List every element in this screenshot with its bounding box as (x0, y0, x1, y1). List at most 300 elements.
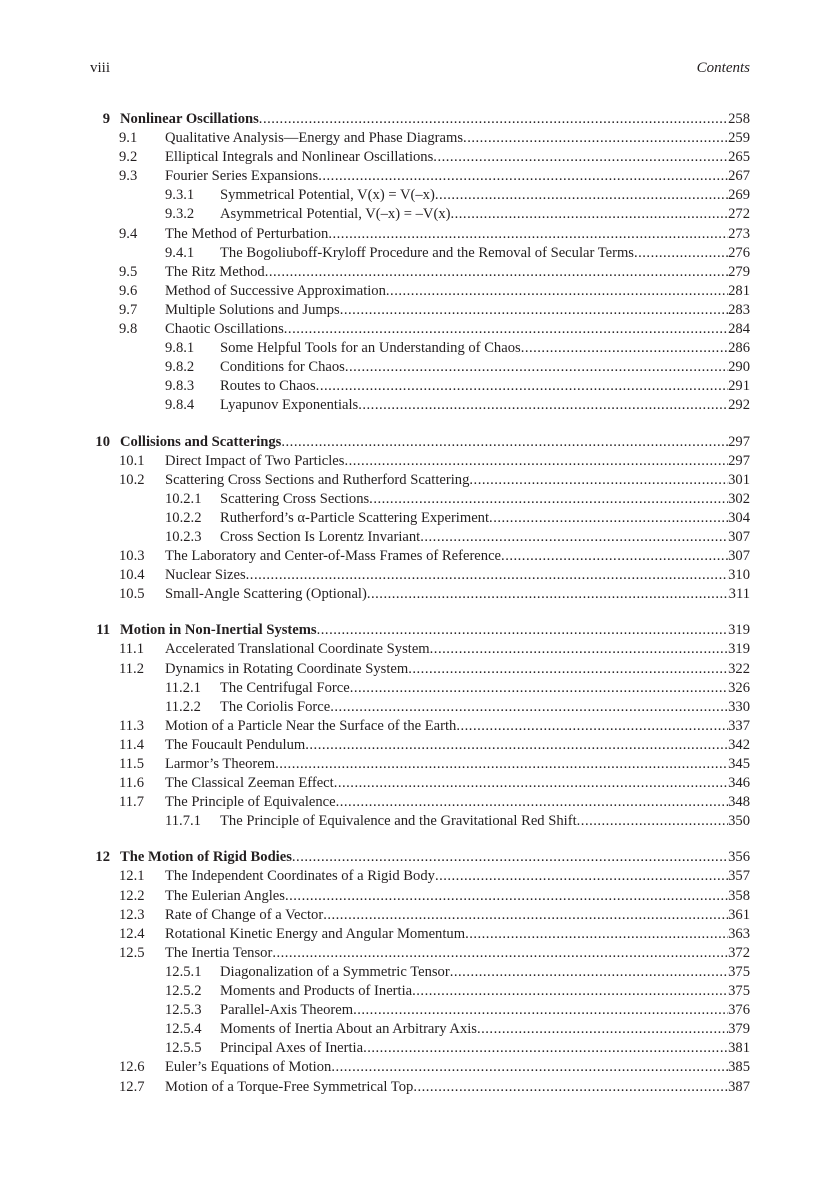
section-entry[interactable] (90, 167, 750, 186)
entry-number: 9.6 (119, 282, 138, 299)
dot-leader (330, 698, 728, 717)
entry-number: 9.2 (119, 149, 138, 166)
entry-page-number: 259 (728, 130, 750, 147)
entry-line (220, 244, 750, 263)
subsection-entry[interactable] (90, 396, 750, 415)
entry-title: Nonlinear Oscillations (120, 111, 259, 127)
dot-leader (435, 186, 728, 205)
entry-title: Nuclear Sizes (165, 567, 246, 584)
subsection-entry[interactable] (90, 698, 750, 717)
entry-line (165, 566, 750, 585)
dot-leader (316, 377, 728, 396)
dot-leader (336, 793, 729, 812)
section-entry[interactable] (90, 1078, 750, 1097)
entry-number: 11.2.2 (165, 698, 201, 715)
section-entry[interactable] (90, 282, 750, 301)
entry-line (165, 906, 750, 925)
entry-title: The Laboratory and Center-of-Mass Frames of Reference (165, 548, 502, 565)
entry-page-number: 350 (728, 813, 750, 830)
entry-title: Rate of Change of a Vector (165, 906, 324, 923)
entry-title: The Foucault Pendulum (165, 736, 306, 753)
section-entry[interactable] (90, 1058, 750, 1077)
entry-number: 10.5 (119, 586, 145, 603)
entry-line (165, 148, 750, 167)
entry-title: The Independent Coordinates of a Rigid Body (165, 868, 435, 885)
entry-page-number: 357 (728, 868, 750, 885)
entry-line (165, 1078, 750, 1097)
entry-line (165, 867, 750, 886)
entry-number: 11.3 (119, 717, 144, 734)
section-entry[interactable] (90, 566, 750, 585)
entry-page-number: 291 (728, 378, 750, 395)
entry-page-number: 302 (728, 490, 750, 507)
entry-line (220, 679, 750, 698)
section-entry[interactable] (90, 320, 750, 339)
subsection-entry[interactable] (90, 358, 750, 377)
entry-line (165, 660, 750, 679)
entry-number: 11.4 (119, 736, 144, 753)
entry-title: Lyapunov Exponentials (220, 397, 359, 414)
chapter-heading[interactable] (90, 848, 750, 867)
entry-number: 12.1 (119, 868, 145, 885)
entry-page-number: 375 (728, 983, 750, 1000)
entry-number: 10.2.2 (165, 509, 202, 526)
entry-line (165, 320, 750, 339)
entry-page-number: 265 (728, 149, 750, 166)
section-entry[interactable] (90, 925, 750, 944)
section-entry[interactable] (90, 774, 750, 793)
entry-number: 11 (96, 622, 110, 639)
entry-number: 9.3 (119, 168, 138, 185)
entry-number: 10.1 (119, 452, 145, 469)
section-entry[interactable] (90, 263, 750, 282)
entry-number: 9.5 (119, 263, 138, 280)
entry-number: 11.7.1 (165, 813, 201, 830)
subsection-entry[interactable] (90, 528, 750, 547)
chapter-block (90, 621, 750, 831)
entry-number: 12.5.1 (165, 963, 202, 980)
entry-title: Small-Angle Scattering (Optional) (165, 586, 367, 603)
entry-title: Some Helpful Tools for an Understanding of Chaos (220, 340, 521, 357)
entry-line (165, 774, 750, 793)
entry-line (165, 717, 750, 736)
dot-leader (501, 547, 728, 566)
dot-leader (412, 982, 728, 1001)
entry-number: 11.5 (119, 756, 144, 772)
entry-line (165, 925, 750, 944)
dot-leader (465, 925, 728, 944)
entry-number: 10.4 (119, 567, 145, 584)
entry-line (220, 1039, 750, 1058)
entry-title: The Motion of Rigid Bodies (120, 849, 292, 866)
entry-page-number: 297 (728, 433, 750, 450)
entry-page-number: 307 (728, 528, 750, 545)
subsection-entry[interactable] (90, 186, 750, 205)
entry-line (220, 396, 750, 415)
entry-page-number: 283 (728, 301, 750, 318)
entry-page-number: 281 (728, 282, 750, 299)
entry-title: Cross Section Is Lorentz Invariant (220, 528, 421, 545)
entry-line (120, 433, 750, 452)
entry-number: 12.7 (119, 1078, 145, 1095)
entry-page-number: 358 (728, 887, 750, 904)
section-entry[interactable] (90, 225, 750, 244)
chapter-heading[interactable] (90, 433, 750, 452)
entry-page-number: 346 (728, 775, 750, 792)
entry-page-number: 387 (728, 1078, 750, 1095)
entry-line (165, 585, 750, 604)
entry-title: Motion of a Torque-Free Symmetrical Top (165, 1078, 414, 1095)
section-entry[interactable] (90, 944, 750, 963)
entry-title: The Ritz Method (165, 263, 265, 280)
subsection-entry[interactable] (90, 963, 750, 982)
entry-page-number: 372 (728, 944, 750, 961)
entry-line (120, 848, 750, 867)
section-entry[interactable] (90, 129, 750, 148)
dot-leader (430, 640, 728, 659)
entry-title: Motion in Non-Inertial Systems (120, 622, 317, 639)
subsection-entry[interactable] (90, 1039, 750, 1058)
entry-page-number: 361 (728, 906, 750, 923)
dot-leader (363, 1039, 728, 1058)
section-entry[interactable] (90, 547, 750, 566)
dot-leader (413, 1078, 728, 1097)
entry-page-number: 326 (728, 679, 750, 696)
dot-leader (433, 148, 728, 167)
entry-page-number: 311 (728, 586, 750, 603)
entry-page-number: 379 (728, 1021, 750, 1038)
dot-leader (408, 660, 728, 679)
entry-page-number: 301 (728, 471, 750, 488)
entry-line (220, 490, 750, 509)
entry-page-number: 385 (728, 1059, 750, 1076)
entry-number: 9.1 (119, 130, 138, 147)
dot-leader (334, 774, 728, 793)
entry-title: Scattering Cross Sections and Rutherford Scattering (165, 471, 470, 488)
section-entry[interactable] (90, 148, 750, 167)
entry-line (165, 547, 750, 566)
entry-page-number: 284 (728, 321, 750, 338)
entry-number: 9.8.3 (165, 378, 195, 395)
entry-page-number: 304 (728, 509, 750, 526)
subsection-entry[interactable] (90, 244, 750, 263)
entry-title: The Classical Zeeman Effect (165, 775, 334, 792)
dot-leader (358, 396, 728, 415)
entry-line (165, 471, 750, 490)
entry-line (220, 698, 750, 717)
dot-leader (272, 944, 728, 963)
entry-title: Moments and Products of Inertia (220, 983, 413, 1000)
dot-leader (246, 566, 728, 585)
dot-leader (284, 320, 728, 339)
entry-title: Rotational Kinetic Energy and Angular Momentum (165, 925, 466, 942)
section-entry[interactable] (90, 736, 750, 755)
dot-leader (345, 358, 728, 377)
entry-number: 9.8.2 (165, 359, 195, 376)
entry-line (220, 1001, 750, 1020)
subsection-entry[interactable] (90, 982, 750, 1001)
page-number: viii (90, 60, 111, 76)
entry-number: 9.3.1 (165, 187, 195, 204)
dot-leader (369, 490, 728, 509)
chapter-heading[interactable] (90, 621, 750, 640)
entry-title: Motion of a Particle Near the Surface of the Earth (165, 717, 457, 734)
section-entry[interactable] (90, 301, 750, 320)
entry-title: Rutherford’s α-Particle Scattering Experiment (220, 509, 490, 526)
entry-title: The Principle of Equivalence (165, 794, 336, 811)
entry-page-number: 290 (728, 359, 750, 376)
entry-title: Symmetrical Potential, V(x) = V(–x) (220, 187, 435, 204)
running-head-title: Contents (696, 60, 750, 76)
entry-line (165, 263, 750, 282)
entry-title: Accelerated Translational Coordinate System (165, 641, 430, 658)
entry-number: 9.8.4 (165, 397, 195, 414)
subsection-entry[interactable] (90, 1001, 750, 1020)
subsection-entry[interactable] (90, 377, 750, 396)
entry-title: The Principle of Equivalence and the Gravitational Red Shift (220, 813, 577, 830)
entry-number: 9.4 (119, 225, 138, 242)
subsection-entry[interactable] (90, 509, 750, 528)
entry-title: Principal Axes of Inertia (220, 1040, 364, 1057)
section-entry[interactable] (90, 585, 750, 604)
entry-line (220, 528, 750, 547)
entry-line (165, 1058, 750, 1077)
entry-number: 10.2 (119, 471, 145, 488)
entry-page-number: 272 (728, 206, 750, 223)
section-entry[interactable] (90, 755, 750, 774)
entry-number: 12.5 (119, 944, 145, 961)
entry-title: Euler’s Equations of Motion (165, 1059, 332, 1076)
entry-page-number: 319 (728, 622, 750, 639)
section-entry[interactable] (90, 793, 750, 812)
entry-title: Moments of Inertia About an Arbitrary Axis (220, 1021, 477, 1038)
entry-title: The Eulerian Angles (165, 887, 285, 904)
entry-number: 12.5.5 (165, 1040, 202, 1057)
entry-page-number: 375 (728, 963, 750, 980)
subsection-entry[interactable] (90, 679, 750, 698)
entry-page-number: 342 (728, 736, 750, 753)
entry-line (220, 812, 750, 831)
dot-leader (275, 755, 728, 774)
chapter-block (90, 110, 750, 416)
entry-line (220, 982, 750, 1001)
entry-line (165, 301, 750, 320)
entry-title: Asymmetrical Potential, V(–x) = –V(x) (220, 206, 451, 223)
dot-leader (634, 244, 728, 263)
section-entry[interactable] (90, 906, 750, 925)
subsection-entry[interactable] (90, 205, 750, 224)
entry-title: The Coriolis Force (220, 698, 331, 715)
section-entry[interactable] (90, 471, 750, 490)
running-head (90, 60, 750, 80)
section-entry[interactable] (90, 660, 750, 679)
entry-line (165, 452, 750, 471)
dot-leader (328, 225, 728, 244)
entry-title: Qualitative Analysis—Energy and Phase Diagrams (165, 130, 464, 147)
entry-number: 9 (102, 111, 110, 127)
dot-leader (353, 1001, 728, 1020)
entry-title: Conditions for Chaos (220, 359, 345, 376)
entry-number: 9.7 (119, 301, 138, 318)
entry-page-number: 381 (728, 1040, 750, 1057)
section-entry[interactable] (90, 640, 750, 659)
dot-leader (435, 867, 728, 886)
entry-line (165, 640, 750, 659)
entry-title: Routes to Chaos (220, 378, 316, 395)
entry-page-number: 292 (728, 397, 750, 414)
entry-page-number: 258 (728, 111, 750, 127)
entry-line (220, 963, 750, 982)
entry-line (220, 1020, 750, 1039)
entry-line (220, 186, 750, 205)
entry-line (165, 736, 750, 755)
entry-line (165, 225, 750, 244)
entry-line (165, 944, 750, 963)
entry-title: Diagonalization of a Symmetric Tensor (220, 963, 450, 980)
entry-number: 11.2.1 (165, 679, 201, 696)
entry-number: 11.2 (119, 660, 144, 677)
entry-number: 10.3 (119, 548, 145, 565)
entry-title: The Method of Perturbation (165, 225, 329, 242)
entry-title: Method of Successive Approximation (165, 282, 386, 299)
entry-number: 11.1 (119, 641, 144, 658)
entry-page-number: 363 (728, 925, 750, 942)
entry-title: Scattering Cross Sections (220, 490, 370, 507)
entry-line (120, 621, 750, 640)
entry-page-number: 279 (728, 263, 750, 280)
dot-leader (350, 679, 728, 698)
entry-line (165, 887, 750, 906)
entry-page-number: 319 (728, 641, 750, 658)
dot-leader (281, 433, 728, 452)
subsection-entry[interactable] (90, 339, 750, 358)
dot-leader (450, 205, 728, 224)
dot-leader (265, 263, 728, 282)
entry-page-number: 276 (728, 244, 750, 261)
chapter-heading[interactable] (90, 110, 750, 129)
entry-line (165, 129, 750, 148)
dot-leader (285, 887, 728, 906)
entry-page-number: 376 (728, 1002, 750, 1019)
entry-page-number: 307 (728, 548, 750, 565)
entry-line (220, 377, 750, 396)
table-of-contents (90, 110, 750, 1114)
dot-leader (305, 736, 728, 755)
entry-page-number: 322 (728, 660, 750, 677)
entry-number: 12.5.2 (165, 983, 202, 1000)
entry-number: 11.7 (119, 794, 144, 811)
entry-page-number: 330 (728, 698, 750, 715)
dot-leader (420, 528, 728, 547)
dot-leader (292, 848, 728, 867)
entry-line (165, 793, 750, 812)
dot-leader (331, 1058, 728, 1077)
entry-title: Dynamics in Rotating Coordinate System (165, 660, 409, 677)
dot-leader (340, 301, 728, 320)
entry-title: Elliptical Integrals and Nonlinear Oscillations (165, 149, 434, 166)
entry-line (220, 358, 750, 377)
entry-title: Multiple Solutions and Jumps (165, 301, 340, 318)
dot-leader (521, 339, 728, 358)
dot-leader (477, 1020, 728, 1039)
entry-title: The Inertia Tensor (165, 944, 273, 961)
entry-title: Parallel-Axis Theorem (220, 1002, 354, 1019)
entry-page-number: 286 (728, 340, 750, 357)
chapter-block (90, 433, 750, 605)
section-entry[interactable] (90, 452, 750, 471)
entry-number: 12.5.4 (165, 1021, 202, 1038)
entry-line (165, 755, 750, 774)
dot-leader (367, 585, 729, 604)
entry-number: 10.2.1 (165, 490, 202, 507)
dot-leader (450, 963, 728, 982)
dot-leader (323, 906, 728, 925)
entry-title: The Bogoliuboff-Kryloff Procedure and the Removal of Secular Terms (220, 244, 634, 261)
entry-number: 12 (95, 849, 110, 866)
entry-number: 10.2.3 (165, 528, 202, 545)
dot-leader (489, 509, 728, 528)
entry-number: 9.8 (119, 321, 138, 338)
entry-title: Larmor’s Theorem (165, 756, 276, 772)
dot-leader (463, 129, 728, 148)
dot-leader (469, 471, 728, 490)
entry-page-number: 337 (728, 717, 750, 734)
subsection-entry[interactable] (90, 490, 750, 509)
entry-title: Fourier Series Expansions (165, 168, 319, 185)
dot-leader (386, 282, 728, 301)
entry-page-number: 345 (728, 756, 750, 772)
entry-page-number: 267 (728, 168, 750, 185)
entry-line (220, 205, 750, 224)
dot-leader (577, 812, 728, 831)
entry-number: 12.4 (119, 925, 145, 942)
dot-leader (318, 167, 728, 186)
section-entry[interactable] (90, 717, 750, 736)
entry-page-number: 310 (728, 567, 750, 584)
entry-line (220, 509, 750, 528)
entry-number: 9.4.1 (165, 244, 195, 261)
entry-number: 10 (95, 433, 110, 450)
entry-line (165, 282, 750, 301)
entry-line (220, 339, 750, 358)
subsection-entry[interactable] (90, 1020, 750, 1039)
dot-leader (344, 452, 728, 471)
entry-title: Collisions and Scatterings (120, 433, 282, 450)
subsection-entry[interactable] (90, 812, 750, 831)
chapter-block (90, 848, 750, 1096)
entry-page-number: 297 (728, 452, 750, 469)
entry-number: 9.8.1 (165, 340, 195, 357)
entry-page-number: 269 (728, 187, 750, 204)
entry-number: 12.2 (119, 887, 145, 904)
entry-title: The Centrifugal Force (220, 679, 350, 696)
entry-number: 12.5.3 (165, 1002, 202, 1019)
entry-number: 9.3.2 (165, 206, 195, 223)
section-entry[interactable] (90, 867, 750, 886)
section-entry[interactable] (90, 887, 750, 906)
entry-line (120, 110, 750, 129)
dot-leader (259, 110, 728, 129)
entry-page-number: 348 (728, 794, 750, 811)
entry-title: Direct Impact of Two Particles (165, 452, 345, 469)
entry-page-number: 273 (728, 225, 750, 242)
dot-leader (317, 621, 728, 640)
dot-leader (456, 717, 728, 736)
entry-line (165, 167, 750, 186)
entry-title: Chaotic Oscillations (165, 321, 284, 338)
entry-number: 11.6 (119, 775, 144, 792)
entry-number: 12.3 (119, 906, 145, 923)
